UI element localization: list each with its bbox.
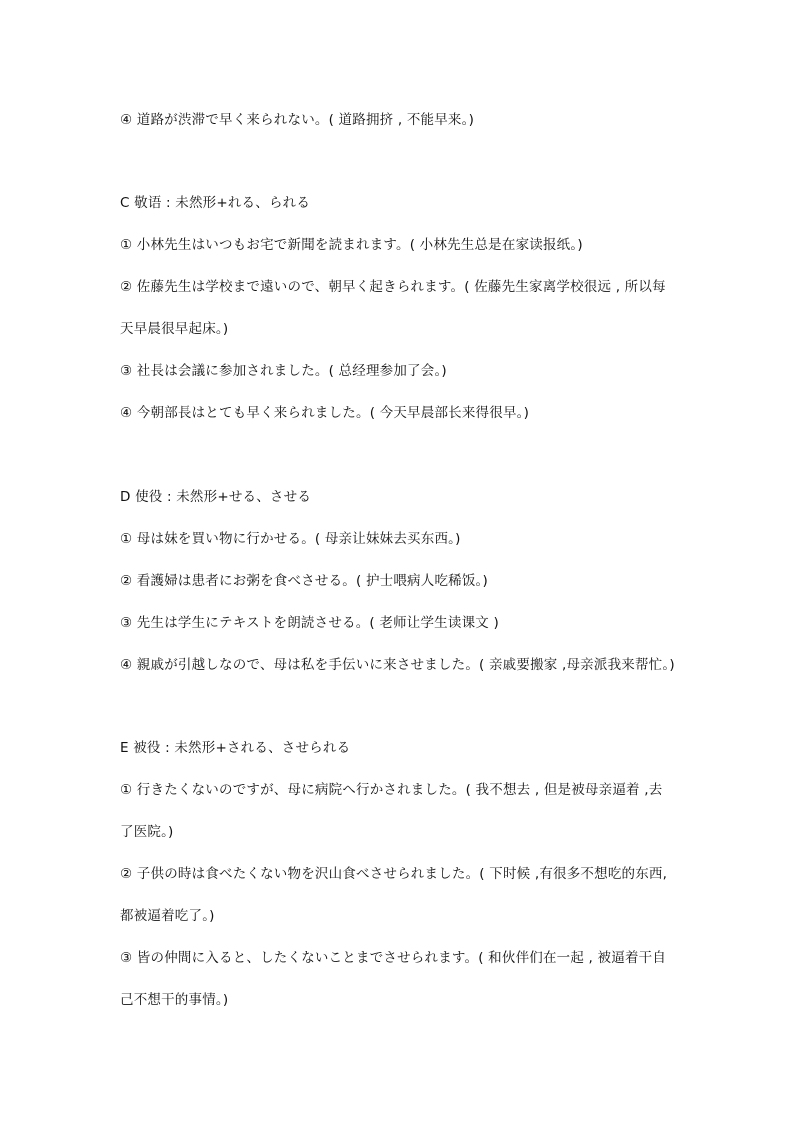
text-line: ④ 今朝部長はとても早く来られました。( 今天早晨部长来得很早。) <box>120 405 530 421</box>
section-heading-e: E 被役 : 未然形+される、させられる <box>120 740 351 756</box>
text-line: ④ 親戚が引越しなので、母は私を手伝いに来させました。( 亲戚要搬家 ,母亲派我来帮忙。) <box>120 657 675 673</box>
text-line: 了医院。) <box>120 824 174 840</box>
text-line: ② 佐藤先生は学校まで遠いので、朝早く起きられます。( 佐藤先生家离学校很远 , 所以每 <box>120 279 666 295</box>
text-line: ① 母は妹を買い物に行かせる。( 母亲让妹妹去买东西。) <box>120 531 461 547</box>
text-line: 己不想干的事情。) <box>120 992 229 1008</box>
section-heading-d: D 使役 : 未然形+せる、させる <box>120 489 312 505</box>
text-line: ④ 道路が渋滞で早く来られない。( 道路拥挤 , 不能早来。) <box>120 112 475 128</box>
text-line: ① 行きたくないのですが、母に病院へ行かされました。( 我不想去 , 但是被母亲逼着 ,去 <box>120 782 663 798</box>
text-line: 天早晨很早起床。) <box>120 321 229 337</box>
text-line: ③ 皆の仲間に入ると、したくないことまでさせられます。( 和伙伴们在一起 , 被逼着干自 <box>120 950 667 966</box>
section-heading-c: C 敬语 : 未然形+れる、られる <box>120 195 311 211</box>
text-line: ③ 先生は学生にテキストを朗読させる。( 老师让学生读课文 ) <box>120 615 499 631</box>
text-line: ② 看護婦は患者にお粥を食べさせる。( 护士喂病人吃稀饭。) <box>120 573 488 589</box>
text-line: ③ 社長は会議に参加されました。( 总经理参加了会。) <box>120 363 447 379</box>
text-line: 都被逼着吃了。) <box>120 908 215 924</box>
text-line: ① 小林先生はいつもお宅で新聞を読まれます。( 小林先生总是在家读报纸。) <box>120 237 583 253</box>
text-line: ② 子供の時は食べたくない物を沢山食べさせられました。( 下时候 ,有很多不想吃的东西, <box>120 866 668 882</box>
